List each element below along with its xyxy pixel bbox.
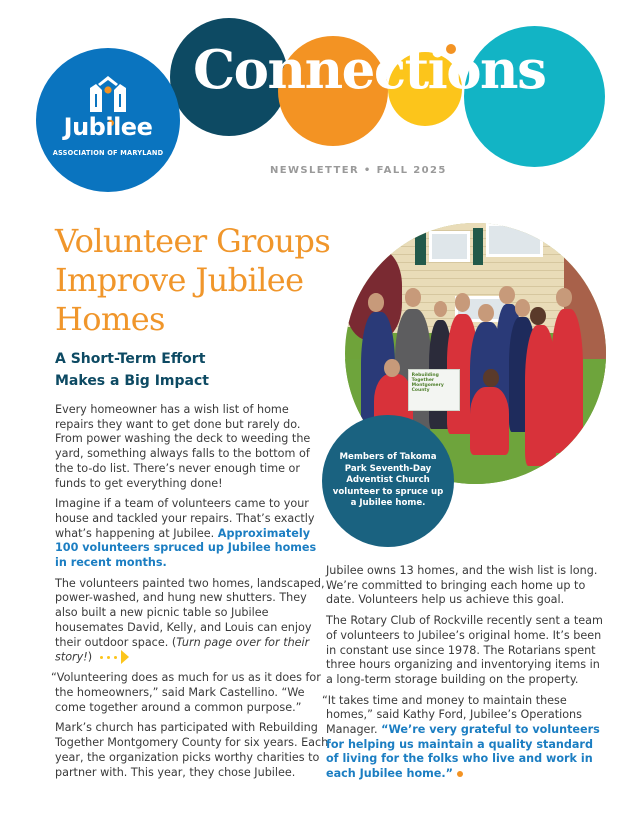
paragraph-church: Mark’s church has participated with Rebuilding Together Montgomery County for six years. Each year, the organization picks worthy charities to partner with. This year, they chose Jubilee.	[55, 721, 329, 779]
paren-close: )	[87, 650, 93, 664]
subhead-line-2: Makes a Big Impact	[55, 373, 209, 389]
paragraph-imagine	[55, 497, 330, 571]
paragraph-quote-castellino: “Volunteering does as much for us as it does for the homeowners,” said Mark Castellino. “We come together around a common purpose.”	[51, 671, 321, 714]
paragraph-rotary: The Rotary Club of Rockville recently sent a team of volunteers to Jubilee’s original home. It’s been in constant use since 1978. The Rotarians spent three hours organizing and inventorying items in a long-term storage building on the property.	[326, 614, 603, 686]
paragraph-quote-ford	[322, 693, 606, 782]
article-subhead	[55, 348, 315, 392]
paragraph-work-done	[55, 577, 330, 666]
paragraph-text: Imagine if a team of volunteers came to your house and tackled your repairs. That’s exactly what’s happening at Jubilee.	[55, 497, 315, 540]
continue-arrow-icon	[100, 650, 129, 665]
paragraph-text: The volunteers painted two homes, landscaped, power-washed, and hung new shutters. They also built a new picnic table so Jubilee housemates David, Kelly, and Louis can enjoy their outdoor space. (	[55, 576, 325, 649]
paragraph-intro: Every homeowner has a wish list of home repairs they want to get done but rarely do. From power washing the deck to weeding the yard, something always falls to the bottom of the to-do list. There’s never enough time or funds to get everything done!	[55, 403, 311, 490]
logo-name: Jubilee	[63, 113, 153, 141]
end-mark-icon	[457, 771, 463, 777]
article-column-right	[322, 564, 606, 788]
newsletter-title: Connections	[193, 39, 546, 101]
turn-page-note: Turn page over for their story!	[55, 635, 310, 664]
rebuilding-together-sign: Rebuilding Together Montgomery County	[408, 369, 460, 411]
jubilee-logo	[36, 48, 180, 192]
photo-caption	[322, 415, 454, 547]
article-headline: Volunteer Groups Improve Jubilee Homes	[55, 222, 331, 338]
article-column-left	[51, 403, 330, 786]
logo-subtitle: ASSOCIATION OF MARYLAND	[52, 149, 164, 157]
jubilee-house-figure-icon	[86, 74, 130, 114]
highlight-quote: “We’re very grateful to volunteers for helping us maintain a quality standard of living for the folks who live and work in each Jubilee home.”	[326, 723, 600, 781]
highlight-text: Approximately 100 volunteers spruced up Jubilee homes in recent months.	[55, 526, 317, 570]
subhead-line-1: A Short-Term Effort	[55, 351, 206, 367]
issue-line: NEWSLETTER • FALL 2025	[270, 165, 447, 176]
paragraph-text: “It takes time and money to maintain these homes,” said Kathy Ford, Jubilee’s Operations Manager.	[322, 693, 582, 737]
paragraph-homes: Jubilee owns 13 homes, and the wish list is long. We’re committed to bringing each home up to date. Volunteers help us achieve this goal.	[326, 564, 598, 607]
photo-caption-text: Members of Takoma Park Seventh-Day Adventist Church volunteer to spruce up a Jubilee home.	[332, 452, 444, 509]
